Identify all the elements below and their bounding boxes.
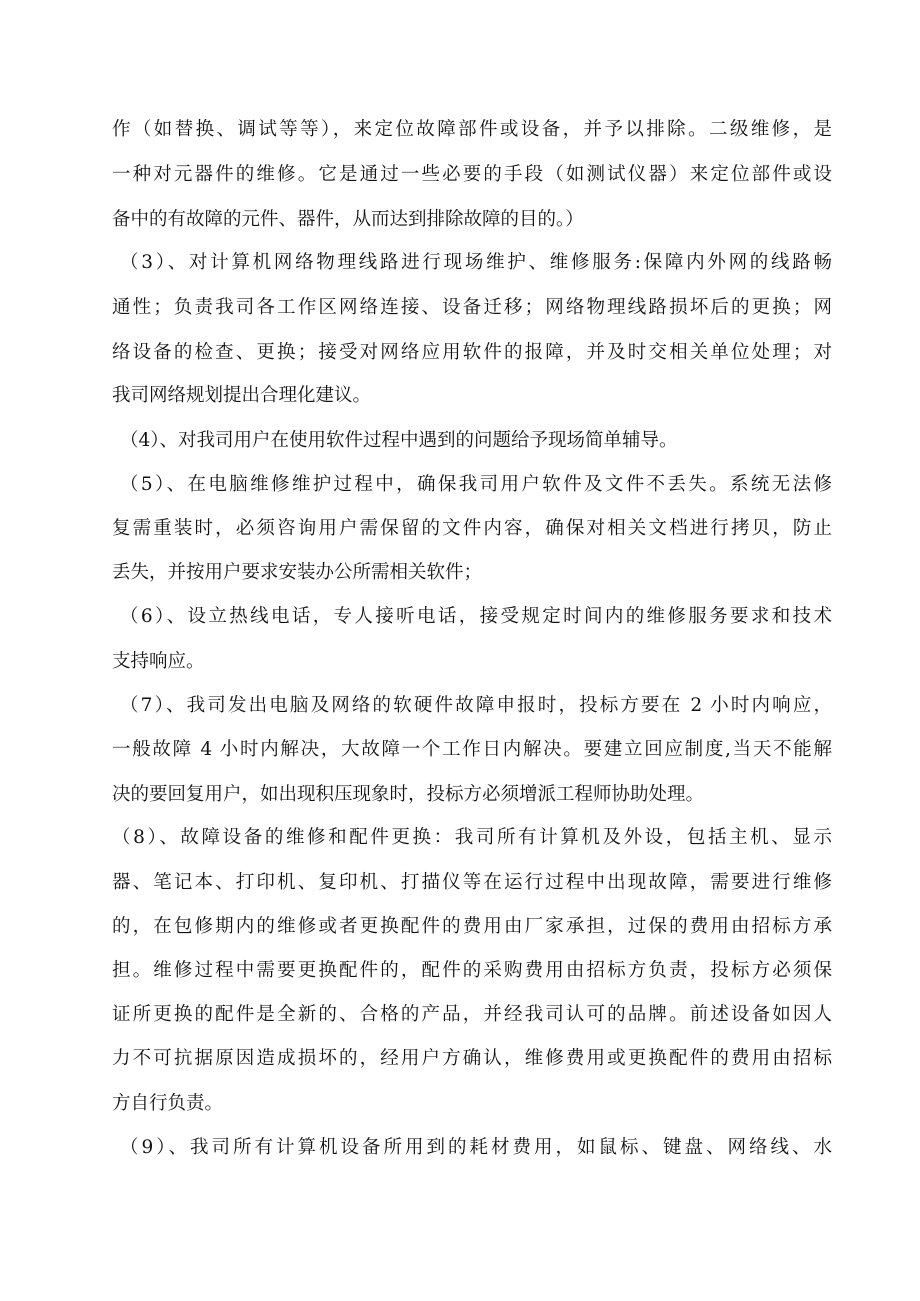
text-line: （3）、对计算机网络物理线路进行现场维护、维修服务:保障内外网的线路畅 xyxy=(120,252,832,273)
text-line: 器、笔记本、打印机、复印机、打描仪等在运行过程中出现故障，需要进行维修 xyxy=(112,872,832,893)
text-line: 的，在包修期内的维修或者更换配件的费用由厂家承担，过保的费用由招标方承 xyxy=(112,916,832,937)
text-line: 复需重装时，必须咨询用户需保留的文件内容，确保对相关文档进行拷贝，防止 xyxy=(112,518,832,539)
text-line: 决的要回复用户，如出现积压现象时，投标方必须增派工程师协助处理。 xyxy=(112,784,705,805)
text-line: 力不可抗据原因造成损坏的，经用户方确认，维修费用或更换配件的费用由招标 xyxy=(112,1048,832,1069)
text-line: 我司网络规划提出合理化建议。 xyxy=(112,385,372,406)
text-line: （7）、我司发出电脑及网络的软硬件故障申报时，投标方要在 2 小时内响应， xyxy=(120,695,832,716)
text-line: （4）、对我司用户在使用软件过程中遇到的问题给予现场简单辅导。 xyxy=(120,430,678,451)
text-line: 一般故障 4 小时内解决，大故障一个工作日内解决。要建立回应制度,当天不能解 xyxy=(112,739,832,760)
text-line: 支持响应。 xyxy=(112,651,205,672)
text-line: 证所更换的配件是全新的、合格的产品，并经我司认可的品牌。前述设备如因人 xyxy=(112,1004,832,1025)
text-line: 作（如替换、调试等等），来定位故障部件或设备，并予以排除。二级维修，是 xyxy=(112,119,832,140)
text-line: 担。维修过程中需要更换配件的，配件的采购费用由招标方负责，投标方必须保 xyxy=(112,960,832,981)
text-line: （8）、故障设备的维修和配件更换：我司所有计算机及外设，包括主机、显示 xyxy=(112,827,832,848)
text-line: （6）、设立热线电话，专人接听电话，接受规定时间内的维修服务要求和技术 xyxy=(120,606,832,627)
text-line: 通性；负责我司各工作区网络连接、设备迁移；网络物理线路损坏后的更换；网 xyxy=(112,297,832,318)
text-line: 方自行负责。 xyxy=(112,1093,224,1114)
text-line: 丢失，并按用户要求安装办公所需相关软件； xyxy=(112,562,483,583)
text-line: （5）、在电脑维修维护过程中，确保我司用户软件及文件不丢失。系统无法修 xyxy=(120,474,832,495)
text-line: 络设备的检查、更换；接受对网络应用软件的报障，并及时交相关单位处理；对 xyxy=(112,342,832,363)
text-line: （9）、我司所有计算机设备所用到的耗材费用，如鼠标、键盘、网络线、水 xyxy=(120,1137,832,1158)
text-line: 一种对元器件的维修。它是通过一些必要的手段（如测试仪器）来定位部件或设 xyxy=(112,164,832,185)
text-line: 备中的有故障的元件、器件，从而达到排除故障的目的。） xyxy=(112,209,584,230)
